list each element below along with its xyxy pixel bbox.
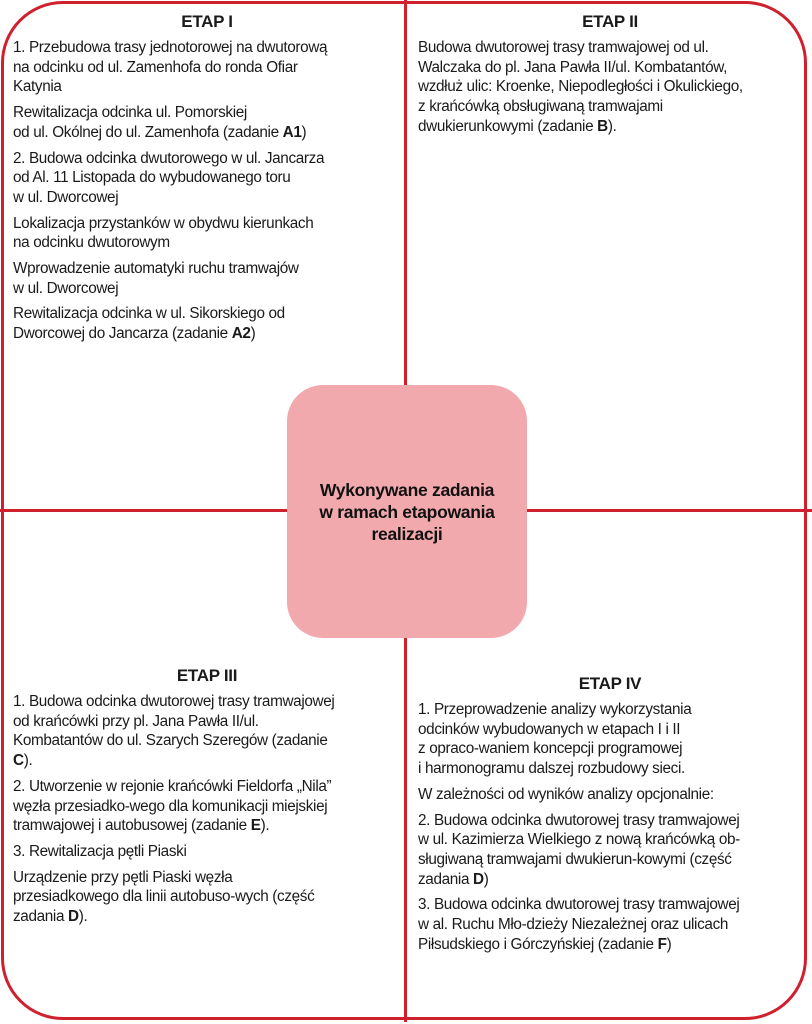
task-code: C — [13, 752, 24, 770]
stage-item-text: 2. Budowa odcinka dwutorowej trasy tramwajowej w ul. Kazimierza Wielkiego z nową krańcówką ob- sługiwaną tramwajami dwukierun-kowymi (część zadania — [418, 811, 740, 888]
stage-item-text: Rewitalizacja odcinka ul. Pomorskiej od ul. Okólnej do ul. Zamenhofa (zadanie — [13, 104, 279, 141]
stage-item-text: 1. Budowa odcinka dwutorowej trasy tramwajowej od krańcówki przy pl. Jana Pawła II/ul. Kombatantów do ul. Szarych Szeregów (zadanie — [13, 693, 335, 750]
task-code: A2 — [231, 325, 251, 343]
stage-4-items — [418, 700, 802, 954]
stage-item-text: 3. Rewitalizacja pętli Piaski — [13, 842, 187, 860]
task-code: F — [657, 935, 667, 953]
stage-item — [13, 777, 401, 836]
stage-3-items — [13, 692, 401, 927]
stage-1-title: ETAP I — [181, 12, 233, 31]
stage-item — [13, 692, 401, 771]
stage-item — [13, 304, 401, 343]
stage-3-title: ETAP III — [176, 666, 238, 685]
stage-3-quadrant — [13, 666, 401, 933]
stage-2-items — [418, 38, 802, 137]
task-code: E — [250, 817, 261, 835]
task-code: D — [473, 870, 484, 888]
stage-item — [13, 259, 401, 298]
task-code: B — [597, 117, 608, 135]
stage-2-quadrant — [418, 12, 802, 143]
stage-item — [418, 895, 802, 954]
stage-item — [13, 103, 401, 142]
stage-item-text: W zależności od wyników analizy opcjonalnie: — [418, 785, 714, 803]
stage-item-suffix: ) — [483, 870, 489, 888]
center-title: Wykonywane zadania w ramach etapowania realizacji — [319, 479, 495, 544]
stage-item-text: Rewitalizacja odcinka w ul. Sikorskiego od Dworcowej do Jancarza (zadanie — [13, 305, 285, 343]
task-code: A1 — [282, 123, 302, 141]
stage-item — [13, 149, 401, 208]
stage-item-suffix: ). — [607, 117, 617, 135]
stage-item — [13, 868, 401, 927]
stage-1-items — [13, 38, 401, 344]
stage-item-text: Budowa dwutorowej trasy tramwajowej od ul. Walczaka do pl. Jana Pawła II/ul. Kombatantów, wzdłuż ulic: Kroenke, Niepodległości i Okulickiego, z krańcówką obsługiwaną tramwajami dwukierunkowymi (zadanie — [418, 39, 743, 135]
stage-item — [13, 214, 401, 253]
stage-2-title: ETAP II — [582, 12, 638, 31]
stage-item-text: 1. Przeprowadzenie analizy wykorzystania odcinków wybudowanych w etapach I i II z opraco-waniem koncepcji programowej i harmonogramu dalszej rozbudowy sieci. — [418, 701, 692, 778]
stage-item-text: Urządzenie przy pętli Piaski węzła przesiadkowego dla linii autobuso-wych (część zadania — [13, 868, 315, 926]
stage-item-text: 2. Budowa odcinka dwutorowego w ul. Jancarza od Al. 11 Listopada do wybudowanego toru w ul. Dworcowej — [13, 149, 325, 206]
stage-item-suffix: ) — [250, 325, 256, 343]
stage-item — [418, 785, 802, 805]
stage-item-suffix: ) — [301, 123, 307, 141]
stage-item — [418, 700, 802, 779]
stage-item-suffix: ) — [666, 935, 672, 953]
center-box — [287, 385, 527, 638]
stage-item-text: 2. Utworzenie w rejonie krańcówki Fieldorfa „Nila” węzła przesiadko-wego dla komunikacji miejskiej tramwajowej i autobusowej (zadanie — [13, 777, 332, 835]
stage-item-text: 3. Budowa odcinka dwutorowej trasy tramwajowej w al. Ruchu Mło-dzieży Niezależnej oraz ulicach Piłsudskiego i Górczyńskiej (zadanie — [418, 896, 740, 953]
stage-item-text: Wprowadzenie automatyki ruchu tramwajów w ul. Dworcowej — [13, 260, 299, 297]
stage-item — [13, 38, 401, 97]
task-code: D — [68, 908, 79, 926]
stage-item-suffix: ). — [23, 752, 33, 770]
stage-item — [418, 811, 802, 890]
stage-item — [13, 842, 401, 862]
stage-item-text: 1. Przebudowa trasy jednotorowej na dwutorową na odcinku od ul. Zamenhofa do ronda Ofiar Katynia — [13, 39, 328, 96]
stage-item-text: Lokalizacja przystanków w obydwu kierunkach na odcinku dwutorowym — [13, 214, 314, 252]
stage-4-quadrant — [418, 674, 802, 960]
stage-4-title: ETAP IV — [578, 674, 642, 693]
stage-1-quadrant — [13, 12, 401, 350]
stage-item — [418, 38, 802, 137]
stage-item-suffix: ). — [260, 817, 270, 835]
stage-item-suffix: ). — [78, 908, 88, 926]
